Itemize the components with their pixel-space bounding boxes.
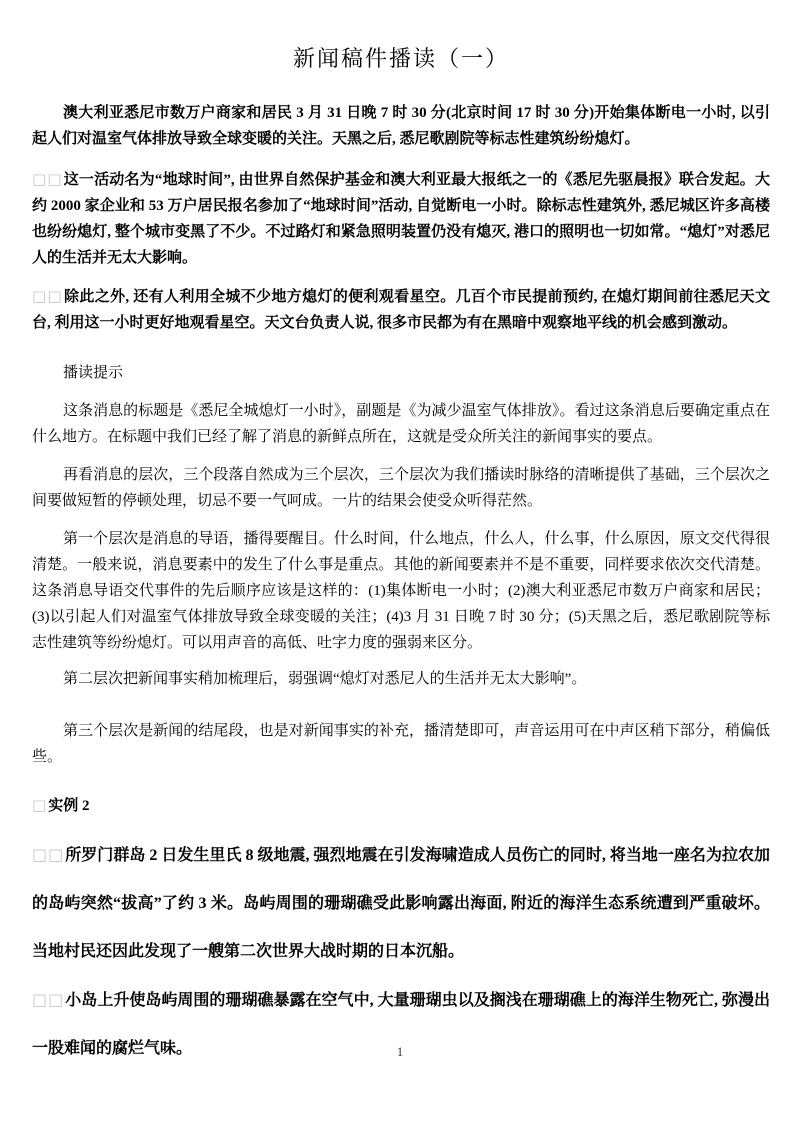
news1-paragraph-1 — [32, 100, 770, 152]
paragraph-text: 澳大利亚悉尼市数万户商家和居民 3 月 31 日晚 7 时 30 分(北京时间 17 时 30 分)开始集体断电一小时, 以引起人们对温室气体排放导致全球变暖的关注。天黑之后, 悉尼歌剧院等标志性建筑纷纷熄灯。 — [32, 105, 770, 147]
tips-paragraph-4: 第二层次把新闻事实稍加梳理后，弱强调“熄灯对悉尼人的生活并无太大影响”。 — [63, 671, 587, 687]
missing-glyph-boxes: □□ — [32, 845, 65, 864]
missing-glyph-boxes: □□ — [32, 990, 65, 1009]
tips-paragraph-3: 第一个层次是消息的导语，播得要醒目。什么时间，什么地点，什么人，什么事，什么原因，原文交代得很清楚。一般来说，消息要素中的发生了什么事是重点。其他的新闻要素并不是不重要，同样要求依次交代清楚。这条消息导语交代事件的先后顺序应该是这样的：(1)集体断电一小时；(2)澳大利亚悉尼市数万户商家和居民；(3)以引起人们对温室气体排放导致全球变暖的关注；(4)3 月 31 日晚 7 时 30 分；(5)天黑之后，悉尼歌剧院等标志性建筑等纷纷熄灯。可以用声音的高低、吐字力度的强弱来区分。 — [32, 531, 770, 651]
tips-paragraph-5: 第三个层次是新闻的结尾段，也是对新闻事实的补充，播清楚即可，声音运用可在中声区稍下部分，稍偏低些。 — [32, 723, 770, 765]
heading-text: 实例 2 — [48, 798, 90, 814]
paragraph-text: 除此之外, 还有人利用全城不少地方熄灯的便利观看星空。几百个市民提前预约, 在熄灯期间前往悉尼天文台, 利用这一小时更好地观看星空。天文台负责人说, 很多市民都为有在黑暗中观察地平线的机会感到激动。 — [32, 289, 770, 331]
paragraph-text: 小岛上升使岛屿周围的珊瑚礁暴露在空气中, 大量珊瑚虫以及搁浅在珊瑚礁上的海洋生物死亡, 弥漫出一股难闻的腐烂气味。 — [32, 992, 770, 1057]
paragraph-text: 所罗门群岛 2 日发生里氏 8 级地震, 强烈地震在引发海啸造成人员伤亡的同时, 将当地一座名为拉农加的岛屿突然“拔高”了约 3 米。岛屿周围的珊瑚礁受此影响露出海面, 附近的海洋生态系统遭到严重破坏。当地村民还因此发现了一艘第二次世界大战时期的日本沉船。 — [32, 847, 770, 960]
tips-paragraph-1: 这条消息的标题是《悉尼全城熄灯一小时》，副题是《为减少温室气体排放》。看过这条消息后要确定重点在什么地方。在标题中我们已经了解了消息的新鲜点所在，这就是受众所关注的新闻事实的要点。 — [32, 403, 770, 445]
news1-paragraph-2 — [32, 166, 770, 271]
paragraph-text: 这一活动名为“地球时间”, 由世界自然保护基金和澳大利亚最大报纸之一的《悉尼先驱晨报》联合发起。大约 2000 家企业和 53 万户居民报名参加了“地球时间”活动, 自觉断电一小时。除标志性建筑外, 悉尼城区许多高楼也纷纷熄灯, 整个城市变黑了不少。不过路灯和紧急照明装置仍没有熄灭, 港口的照明也一切如常。“熄灯”对悉尼人的生活并无太大影响。 — [32, 172, 770, 266]
missing-glyph-boxes: □□ — [32, 287, 64, 305]
tips-section-heading: 播读提示 — [63, 365, 124, 381]
tips-paragraph-2: 再看消息的层次，三个段落自然成为三个层次，三个层次为我们播读时脉络的清晰提供了基础，三个层次之间要做短暂的停顿处理，切忌不要一气呵成。一片的结果会使受众听得茫然。 — [32, 467, 770, 509]
document-title: 新闻稿件播读（一） — [292, 46, 509, 71]
page-number: 1 — [396, 1044, 404, 1059]
news2-paragraph-1 — [32, 831, 770, 976]
news1-paragraph-3 — [32, 283, 770, 336]
missing-glyph-boxes: □□ — [32, 170, 63, 188]
example2-heading — [32, 792, 770, 819]
missing-glyph-box: □ — [32, 796, 48, 814]
